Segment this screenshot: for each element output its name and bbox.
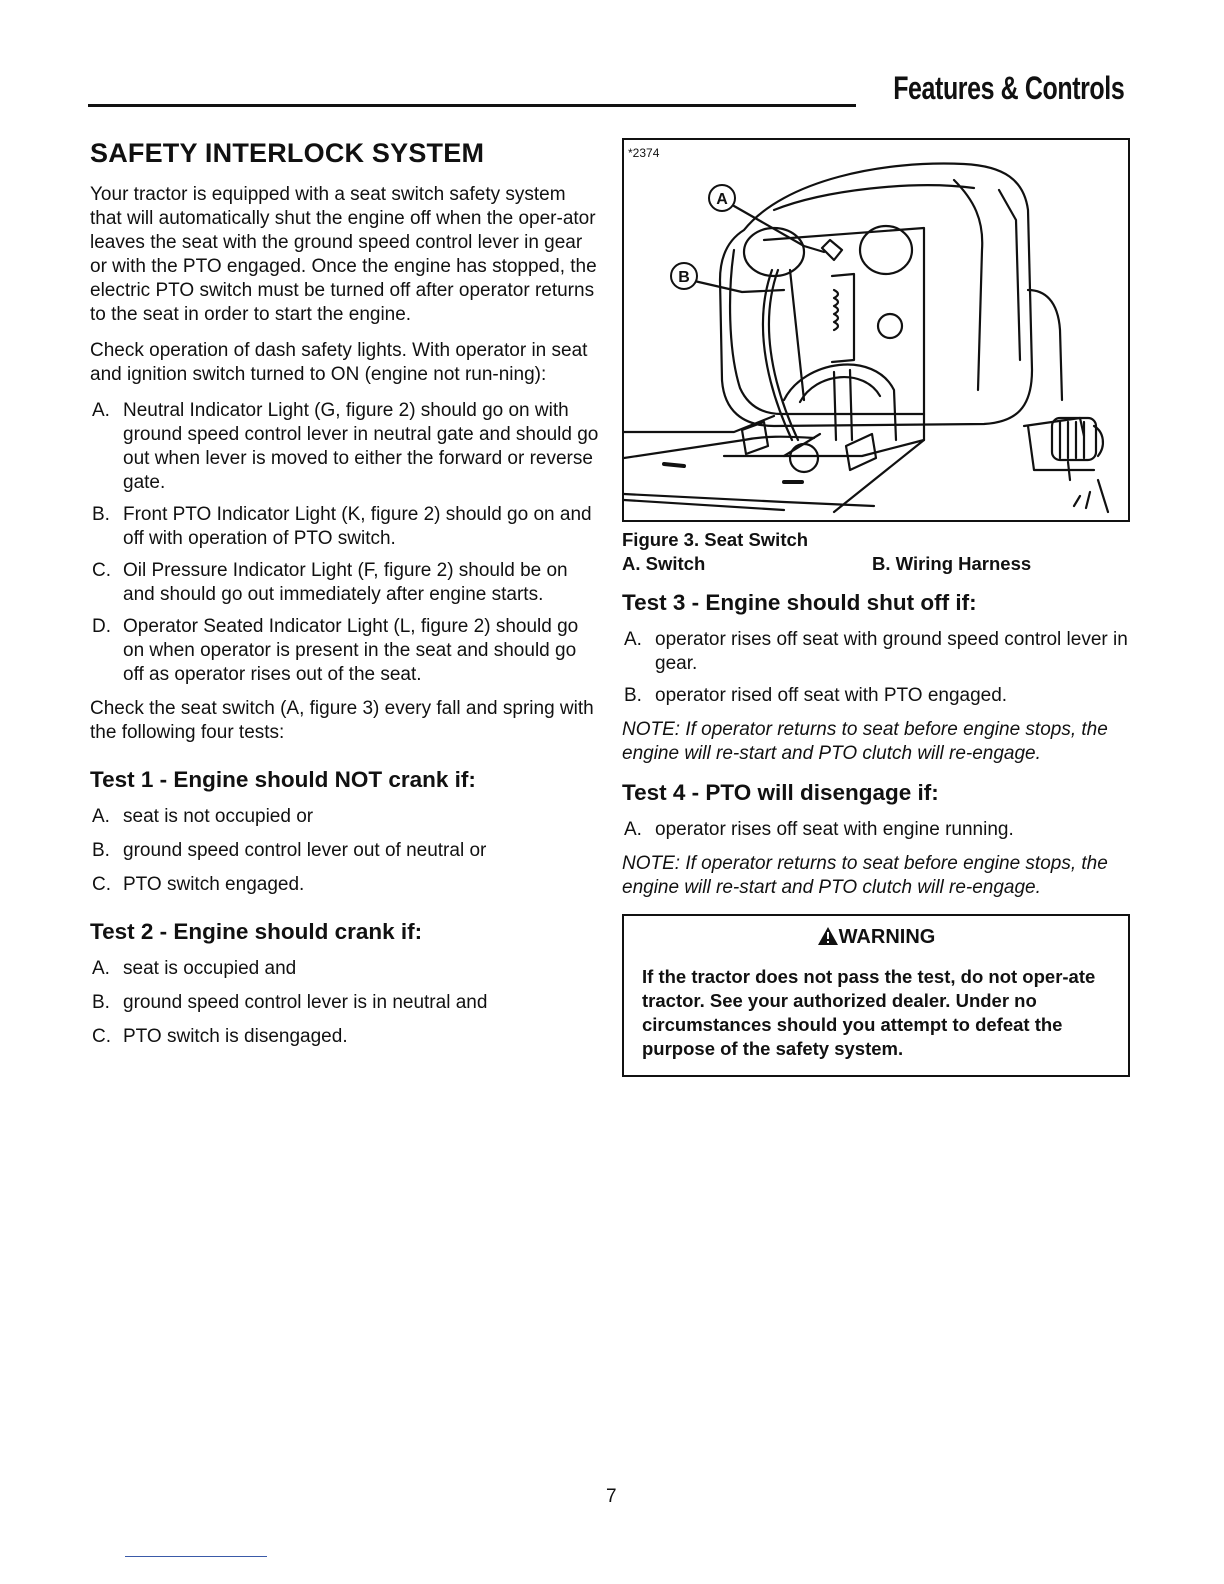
test4-note: NOTE: If operator returns to seat before engine stops, the engine will re-start and PTO clutch will re-engage. [622,853,1108,898]
intro-paragraph: Your tractor is equipped with a seat switch safety system that will automatically shut the engine off when the oper-ator leaves the seat with the ground speed control lever in gear or with the PTO engaged. Once the engine has stopped, the electric PTO switch must be turned off after operator returns to the seat in order to start the engine. [90,184,597,325]
callout-label-a: A [716,191,728,208]
test1-heading: Test 1 - Engine should NOT crank if: [90,767,476,792]
list-item: C. PTO switch is disengaged. [92,1026,348,1047]
scan-artifact-line [125,1556,267,1557]
lights-list [90,399,600,687]
list-item: C. Oil Pressure Indicator Light (F, figure 2) should be on and should go out immediately after engine starts. [92,560,568,605]
warning-title-text: WARNING [838,926,936,948]
figure-legend [622,552,1130,576]
left-column [90,138,600,1059]
list-item: D. Operator Seated Indicator Light (L, figure 2) should go on when operator is present in the seat and should go off as operator rises out of the seat. [92,616,579,685]
list-item: A. Neutral Indicator Light (G, figure 2) should go on with ground speed control lever in neutral gate and should go out when lever is moved to either the forward or reverse gate. [92,400,599,493]
list-item: A. operator rises off seat with engine running. [624,819,1014,840]
page-heading: SAFETY INTERLOCK SYSTEM [90,138,485,168]
test4-list [622,818,1130,842]
list-item: B. Front PTO Indicator Light (K, figure 2) should go on and off with operation of PTO switch. [92,504,592,549]
figure-caption: Figure 3. Seat Switch [622,529,809,550]
warning-box [622,914,1130,1077]
warning-triangle-icon [817,926,839,946]
warning-body: If the tractor does not pass the test, do not oper-ate tractor. See your authorized dealer. Under no circumstances should you attempt to defeat the purpose of the safety system. [642,966,1096,1059]
test3-note: NOTE: If operator returns to seat before engine stops, the engine will re-start and PTO clutch will re-engage. [622,719,1108,764]
page-number: 7 [606,1486,617,1507]
header-rule [88,104,856,107]
seat-switch-figure [622,138,1130,522]
list-item: A. seat is not occupied or [92,806,314,827]
right-column [622,138,1130,1077]
list-item: B. ground speed control lever out of neutral or [92,840,487,861]
list-item: C. PTO switch engaged. [92,874,305,895]
test3-heading: Test 3 - Engine should shut off if: [622,590,977,615]
list-item: A. seat is occupied and [92,958,297,979]
check-lights-paragraph: Check operation of dash safety lights. With operator in seat and ignition switch turned to ON (engine not run-ning): [90,340,588,385]
section-title: Features & Controls [892,70,1124,106]
check-switch-paragraph: Check the seat switch (A, figure 3) every fall and spring with the following four tests: [90,698,594,743]
test2-list [90,957,600,1049]
list-item: B. ground speed control lever is in neutral and [92,992,488,1013]
test2-heading: Test 2 - Engine should crank if: [90,919,423,944]
test3-list [622,628,1130,708]
list-item: B. operator rised off seat with PTO engaged. [624,685,1008,706]
test1-list [90,805,600,897]
warning-title [642,926,1110,949]
legend-switch: A. Switch [622,553,706,574]
list-item: A. operator rises off seat with ground speed control lever in gear. [624,629,1128,674]
test4-heading: Test 4 - PTO will disengage if: [622,780,939,805]
legend-wiring-harness: B. Wiring Harness [872,553,1032,574]
callout-label-b: B [678,269,690,286]
figure-number: *2374 [628,146,660,160]
seat-switch-illustration [624,140,1128,520]
